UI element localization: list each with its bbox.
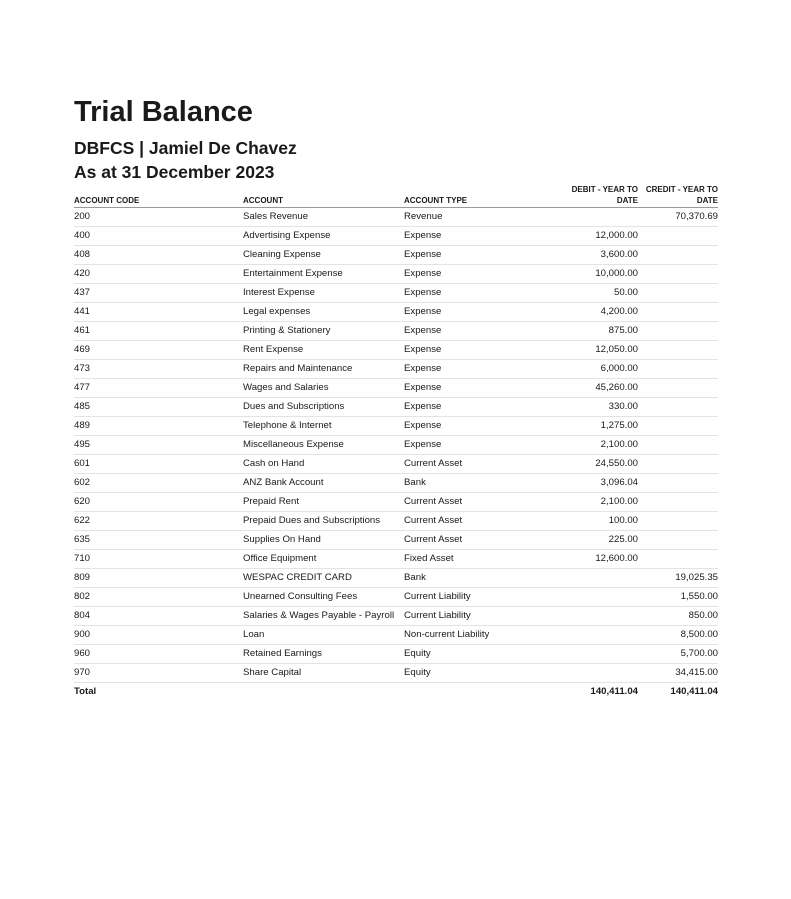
cell-credit	[638, 284, 718, 303]
cell-account-code: 485	[74, 398, 243, 417]
cell-account-type: Expense	[404, 341, 568, 360]
cell-account-code: 495	[74, 436, 243, 455]
total-debit: 140,411.04	[590, 686, 638, 697]
cell-debit: 875.00	[568, 322, 638, 341]
cell-account-code: 420	[74, 265, 243, 284]
cell-debit: 2,100.00	[568, 493, 638, 512]
cell-credit	[638, 531, 718, 550]
cell-account-code: 477	[74, 379, 243, 398]
cell-account-code: 620	[74, 493, 243, 512]
cell-account: Miscellaneous Expense	[243, 436, 404, 455]
cell-account-code: 635	[74, 531, 243, 550]
cell-credit: 850.00	[638, 607, 718, 626]
cell-account: Loan	[243, 626, 404, 645]
cell-account: Telephone & Internet	[243, 417, 404, 436]
cell-credit	[638, 550, 718, 569]
cell-debit: 12,050.00	[568, 341, 638, 360]
cell-account: Sales Revenue	[243, 208, 404, 227]
cell-debit: 3,096.04	[568, 474, 638, 493]
cell-debit: 6,000.00	[568, 360, 638, 379]
cell-account: Wages and Salaries	[243, 379, 404, 398]
cell-account-type: Expense	[404, 303, 568, 322]
cell-debit: 330.00	[568, 398, 638, 417]
cell-credit: 70,370.69	[638, 208, 718, 227]
cell-account: Dues and Subscriptions	[243, 398, 404, 417]
table-row	[74, 588, 718, 607]
cell-account-type: Expense	[404, 379, 568, 398]
cell-debit	[568, 664, 638, 683]
cell-account-type: Current Asset	[404, 493, 568, 512]
cell-account-type: Expense	[404, 246, 568, 265]
table-row	[74, 664, 718, 683]
cell-credit	[638, 417, 718, 436]
cell-credit	[638, 227, 718, 246]
table-row	[74, 645, 718, 664]
cell-account: Office Equipment	[243, 550, 404, 569]
cell-debit: 1,275.00	[568, 417, 638, 436]
cell-credit	[638, 474, 718, 493]
cell-account-type: Non-current Liability	[404, 626, 568, 645]
cell-account-code: 601	[74, 455, 243, 474]
cell-credit	[638, 322, 718, 341]
cell-account: Rent Expense	[243, 341, 404, 360]
cell-debit: 225.00	[568, 531, 638, 550]
table-row	[74, 227, 718, 246]
table-row	[74, 360, 718, 379]
cell-account: Advertising Expense	[243, 227, 404, 246]
cell-account-type: Bank	[404, 569, 568, 588]
cell-account-type: Expense	[404, 360, 568, 379]
table-row	[74, 474, 718, 493]
cell-debit: 100.00	[568, 512, 638, 531]
cell-debit: 12,000.00	[568, 227, 638, 246]
cell-account-type: Current Asset	[404, 512, 568, 531]
cell-account-code: 400	[74, 227, 243, 246]
cell-account-code: 408	[74, 246, 243, 265]
cell-account-type: Expense	[404, 417, 568, 436]
table-row	[74, 417, 718, 436]
cell-account: Cash on Hand	[243, 455, 404, 474]
cell-account: Cleaning Expense	[243, 246, 404, 265]
total-spacer	[404, 683, 568, 702]
cell-debit	[568, 607, 638, 626]
cell-credit: 5,700.00	[638, 645, 718, 664]
cell-account-code: 900	[74, 626, 243, 645]
cell-account-type: Current Asset	[404, 455, 568, 474]
cell-account-type: Equity	[404, 664, 568, 683]
table-row	[74, 436, 718, 455]
cell-debit: 4,200.00	[568, 303, 638, 322]
cell-debit: 24,550.00	[568, 455, 638, 474]
cell-debit	[568, 569, 638, 588]
table-row	[74, 246, 718, 265]
table-row	[74, 569, 718, 588]
cell-account: Prepaid Dues and Subscriptions	[243, 512, 404, 531]
table-row	[74, 626, 718, 645]
cell-account: WESPAC CREDIT CARD	[243, 569, 404, 588]
cell-account-code: 441	[74, 303, 243, 322]
cell-account: Prepaid Rent	[243, 493, 404, 512]
cell-debit: 2,100.00	[568, 436, 638, 455]
cell-account-type: Bank	[404, 474, 568, 493]
header-debit: DEBIT - YEAR TO DATE	[568, 184, 638, 208]
cell-account: Entertainment Expense	[243, 265, 404, 284]
table-row	[74, 303, 718, 322]
cell-account: Supplies On Hand	[243, 531, 404, 550]
header-account-type: ACCOUNT TYPE	[404, 184, 568, 208]
cell-credit	[638, 436, 718, 455]
header-account-code: ACCOUNT CODE	[74, 184, 243, 208]
cell-account-type: Current Asset	[404, 531, 568, 550]
cell-debit: 3,600.00	[568, 246, 638, 265]
cell-account-type: Equity	[404, 645, 568, 664]
cell-credit	[638, 360, 718, 379]
cell-account-type: Expense	[404, 265, 568, 284]
cell-account-code: 710	[74, 550, 243, 569]
report-date: As at 31 December 2023	[74, 162, 275, 182]
cell-credit	[638, 455, 718, 474]
cell-debit	[568, 645, 638, 664]
trial-balance-report	[74, 94, 718, 701]
cell-debit: 10,000.00	[568, 265, 638, 284]
total-row	[74, 683, 718, 702]
cell-credit	[638, 341, 718, 360]
cell-account-code: 469	[74, 341, 243, 360]
cell-account-type: Expense	[404, 322, 568, 341]
cell-account: Salaries & Wages Payable - Payroll	[243, 607, 404, 626]
table-row	[74, 531, 718, 550]
cell-credit: 34,415.00	[638, 664, 718, 683]
cell-account-code: 200	[74, 208, 243, 227]
cell-credit	[638, 493, 718, 512]
cell-account-code: 970	[74, 664, 243, 683]
cell-account-type: Revenue	[404, 208, 568, 227]
table-body	[74, 208, 718, 683]
cell-debit	[568, 208, 638, 227]
table-header-row	[74, 184, 718, 208]
cell-account-code: 960	[74, 645, 243, 664]
cell-account-code: 622	[74, 512, 243, 531]
cell-account: Retained Earnings	[243, 645, 404, 664]
cell-credit	[638, 379, 718, 398]
cell-account: Legal expenses	[243, 303, 404, 322]
cell-credit	[638, 512, 718, 531]
table-row	[74, 208, 718, 227]
cell-account-type: Fixed Asset	[404, 550, 568, 569]
cell-account-code: 489	[74, 417, 243, 436]
cell-credit	[638, 303, 718, 322]
cell-debit	[568, 626, 638, 645]
cell-account-code: 802	[74, 588, 243, 607]
table-row	[74, 455, 718, 474]
table-row	[74, 322, 718, 341]
table-row	[74, 493, 718, 512]
cell-account-code: 804	[74, 607, 243, 626]
table-row	[74, 512, 718, 531]
cell-credit	[638, 398, 718, 417]
cell-account-type: Current Liability	[404, 588, 568, 607]
table-row	[74, 550, 718, 569]
report-title: Trial Balance	[74, 96, 253, 128]
cell-account: Unearned Consulting Fees	[243, 588, 404, 607]
total-spacer	[243, 683, 404, 702]
cell-account-code: 809	[74, 569, 243, 588]
trial-balance-table	[74, 184, 718, 701]
cell-account-code: 461	[74, 322, 243, 341]
cell-account: Share Capital	[243, 664, 404, 683]
total-label: Total	[74, 686, 97, 697]
cell-account-type: Expense	[404, 436, 568, 455]
cell-debit: 45,260.00	[568, 379, 638, 398]
cell-account-code: 602	[74, 474, 243, 493]
header-account: ACCOUNT	[243, 184, 404, 208]
cell-account-type: Expense	[404, 398, 568, 417]
cell-credit: 19,025.35	[638, 569, 718, 588]
cell-account-type: Expense	[404, 227, 568, 246]
cell-account: Printing & Stationery	[243, 322, 404, 341]
cell-account-code: 437	[74, 284, 243, 303]
cell-account: Repairs and Maintenance	[243, 360, 404, 379]
cell-account-code: 473	[74, 360, 243, 379]
cell-credit: 1,550.00	[638, 588, 718, 607]
cell-credit: 8,500.00	[638, 626, 718, 645]
cell-debit	[568, 588, 638, 607]
table-row	[74, 398, 718, 417]
cell-debit: 50.00	[568, 284, 638, 303]
cell-account-type: Expense	[404, 284, 568, 303]
table-row	[74, 379, 718, 398]
organisation-name: DBFCS | Jamiel De Chavez	[74, 138, 297, 158]
cell-account: ANZ Bank Account	[243, 474, 404, 493]
table-row	[74, 284, 718, 303]
cell-debit: 12,600.00	[568, 550, 638, 569]
cell-credit	[638, 265, 718, 284]
total-credit: 140,411.04	[670, 686, 718, 697]
cell-account: Interest Expense	[243, 284, 404, 303]
header-credit: CREDIT - YEAR TO DATE	[638, 184, 718, 208]
cell-account-type: Current Liability	[404, 607, 568, 626]
table-row	[74, 607, 718, 626]
table-row	[74, 265, 718, 284]
table-row	[74, 341, 718, 360]
cell-credit	[638, 246, 718, 265]
